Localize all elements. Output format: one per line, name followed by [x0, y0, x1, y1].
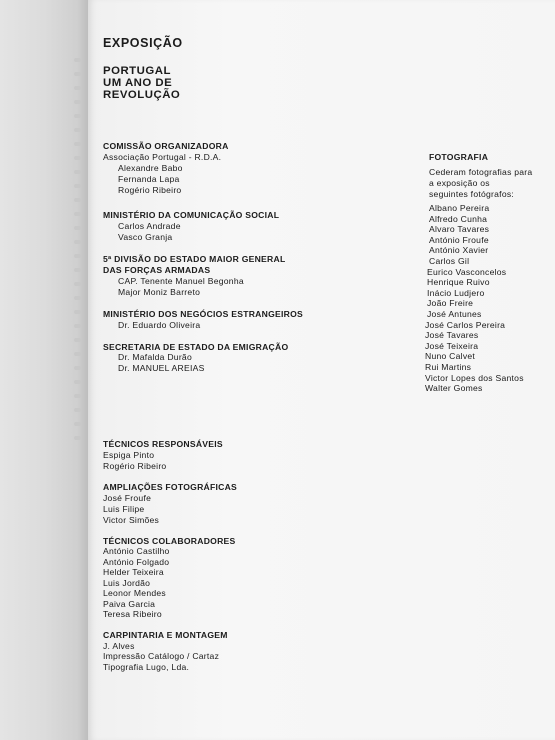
- ministerio-estrangeiros-member: Dr. Eduardo Oliveira: [118, 320, 201, 330]
- section-heading-comissao: COMISSÃO ORGANIZADORA: [103, 141, 229, 151]
- binding-edge: [0, 0, 88, 740]
- section-heading-secretaria: SECRETARIA DE ESTADO DA EMIGRAÇÃO: [103, 342, 289, 352]
- document-title: EXPOSIÇÃO: [103, 36, 183, 50]
- tecnicos-responsaveis-member: Espiga Pinto: [103, 450, 155, 460]
- photographer-name: Carlos Gil: [429, 256, 470, 266]
- fotografia-intro-line: a exposição os: [429, 178, 490, 188]
- photographer-name: Albano Pereira: [429, 203, 490, 213]
- binding-hole: [74, 156, 81, 160]
- photographer-name: José Antunes: [427, 309, 482, 319]
- photographer-name: Victor Lopes dos Santos: [425, 372, 524, 383]
- binding-hole: [74, 352, 81, 356]
- ampliacoes-member: Luis Filipe: [103, 504, 145, 514]
- binding-hole: [74, 212, 81, 216]
- tecnicos-colaboradores-member: Luis Jordão: [103, 578, 151, 588]
- comissao-org: Associação Portugal - R.D.A.: [103, 152, 222, 162]
- photographer-name: Rui Martins: [425, 362, 472, 372]
- photographer-name: José Tavares: [425, 330, 479, 341]
- photographer-name: António Froufe: [429, 234, 489, 245]
- section-heading-tecnicos-colaboradores: TÉCNICOS COLABORADORES: [103, 536, 236, 546]
- subtitle-line-2: UM ANO DE: [103, 77, 173, 89]
- subtitle-line-1: PORTUGAL: [103, 65, 171, 77]
- binding-hole: [74, 114, 81, 118]
- photographer-name: António Xavier: [429, 245, 489, 256]
- binding-hole: [74, 198, 81, 202]
- binding-hole: [74, 324, 81, 328]
- photographer-name: Walter Gomes: [425, 383, 483, 394]
- binding-hole: [74, 296, 81, 300]
- binding-hole: [74, 310, 81, 314]
- binding-hole: [74, 338, 81, 342]
- tecnicos-colaboradores-member: Teresa Ribeiro: [103, 609, 162, 619]
- tecnicos-colaboradores-member: Helder Teixeira: [103, 567, 164, 577]
- photographer-name: Alfredo Cunha: [429, 213, 488, 224]
- secretaria-member: Dr. Mafalda Durão: [118, 352, 192, 362]
- carpintaria-line: J. Alves: [103, 641, 135, 651]
- binding-hole: [74, 72, 81, 76]
- secretaria-member: Dr. MANUEL AREIAS: [118, 363, 205, 373]
- section-heading-divisao-line-2: DAS FORÇAS ARMADAS: [103, 265, 211, 275]
- section-heading-ministerio-comunicacao: MINISTÉRIO DA COMUNICAÇÃO SOCIAL: [103, 210, 280, 220]
- fotografia-intro-line: Cederam fotografias para: [429, 167, 533, 177]
- divisao-member: Major Moniz Barreto: [118, 287, 201, 297]
- section-heading-ministerio-estrangeiros: MINISTÉRIO DOS NEGÓCIOS ESTRANGEIROS: [103, 309, 303, 319]
- binding-hole: [74, 436, 81, 440]
- binding-hole: [74, 58, 81, 62]
- ampliacoes-member: Victor Simões: [103, 515, 160, 525]
- binding-hole: [74, 184, 81, 188]
- binding-hole: [74, 422, 81, 426]
- subtitle-line-3: REVOLUÇÃO: [103, 89, 181, 101]
- binding-hole: [74, 170, 81, 174]
- divisao-member: CAP. Tenente Manuel Begonha: [118, 276, 244, 286]
- photographer-name: Alvaro Tavares: [429, 224, 490, 235]
- photographer-name: Nuno Calvet: [425, 351, 476, 362]
- binding-hole: [74, 128, 81, 132]
- section-heading-tecnicos-responsaveis: TÉCNICOS RESPONSÁVEIS: [103, 439, 223, 449]
- ampliacoes-member: José Froufe: [103, 493, 152, 503]
- ministerio-comunicacao-member: Vasco Granja: [118, 232, 173, 242]
- photographer-name: Inácio Ludjero: [427, 287, 485, 298]
- binding-hole: [74, 254, 81, 258]
- section-heading-divisao-line-1: 5ª DIVISÃO DO ESTADO MAIOR GENERAL: [103, 254, 286, 264]
- binding-hole: [74, 86, 81, 90]
- photographer-name: José Teixeira: [425, 340, 479, 351]
- binding-hole: [74, 100, 81, 104]
- comissao-member: Alexandre Babo: [118, 163, 183, 173]
- photographer-name: Eurico Vasconcelos: [427, 266, 507, 277]
- section-heading-ampliacoes: AMPLIAÇÕES FOTOGRÁFICAS: [103, 482, 238, 492]
- binding-hole: [74, 226, 81, 230]
- fotografia-intro-line: seguintes fotógrafos:: [429, 189, 515, 199]
- tecnicos-colaboradores-member: Leonor Mendes: [103, 588, 166, 598]
- photographer-name: João Freire: [427, 298, 474, 309]
- section-heading-fotografia: FOTOGRAFIA: [429, 152, 489, 162]
- binding-hole: [74, 282, 81, 286]
- tecnicos-colaboradores-member: Paiva Garcia: [103, 599, 156, 609]
- binding-hole: [74, 240, 81, 244]
- binding-hole: [74, 366, 81, 370]
- comissao-member: Fernanda Lapa: [118, 174, 180, 184]
- binding-hole: [74, 142, 81, 146]
- carpintaria-line: Tipografia Lugo, Lda.: [103, 662, 190, 672]
- photographer-name: José Carlos Pereira: [425, 319, 506, 330]
- photographer-name: Henrique Ruivo: [427, 277, 490, 288]
- carpintaria-line: Impressão Catálogo / Cartaz: [103, 651, 220, 661]
- tecnicos-responsaveis-member: Rogério Ribeiro: [103, 461, 167, 471]
- tecnicos-colaboradores-member: António Folgado: [103, 557, 170, 567]
- section-heading-carpintaria: CARPINTARIA E MONTAGEM: [103, 630, 228, 640]
- binding-hole: [74, 394, 81, 398]
- comissao-member: Rogério Ribeiro: [118, 185, 182, 195]
- tecnicos-colaboradores-member: António Castilho: [103, 546, 170, 556]
- binding-hole: [74, 408, 81, 412]
- binding-hole: [74, 380, 81, 384]
- ministerio-comunicacao-member: Carlos Andrade: [118, 221, 181, 231]
- binding-hole: [74, 268, 81, 272]
